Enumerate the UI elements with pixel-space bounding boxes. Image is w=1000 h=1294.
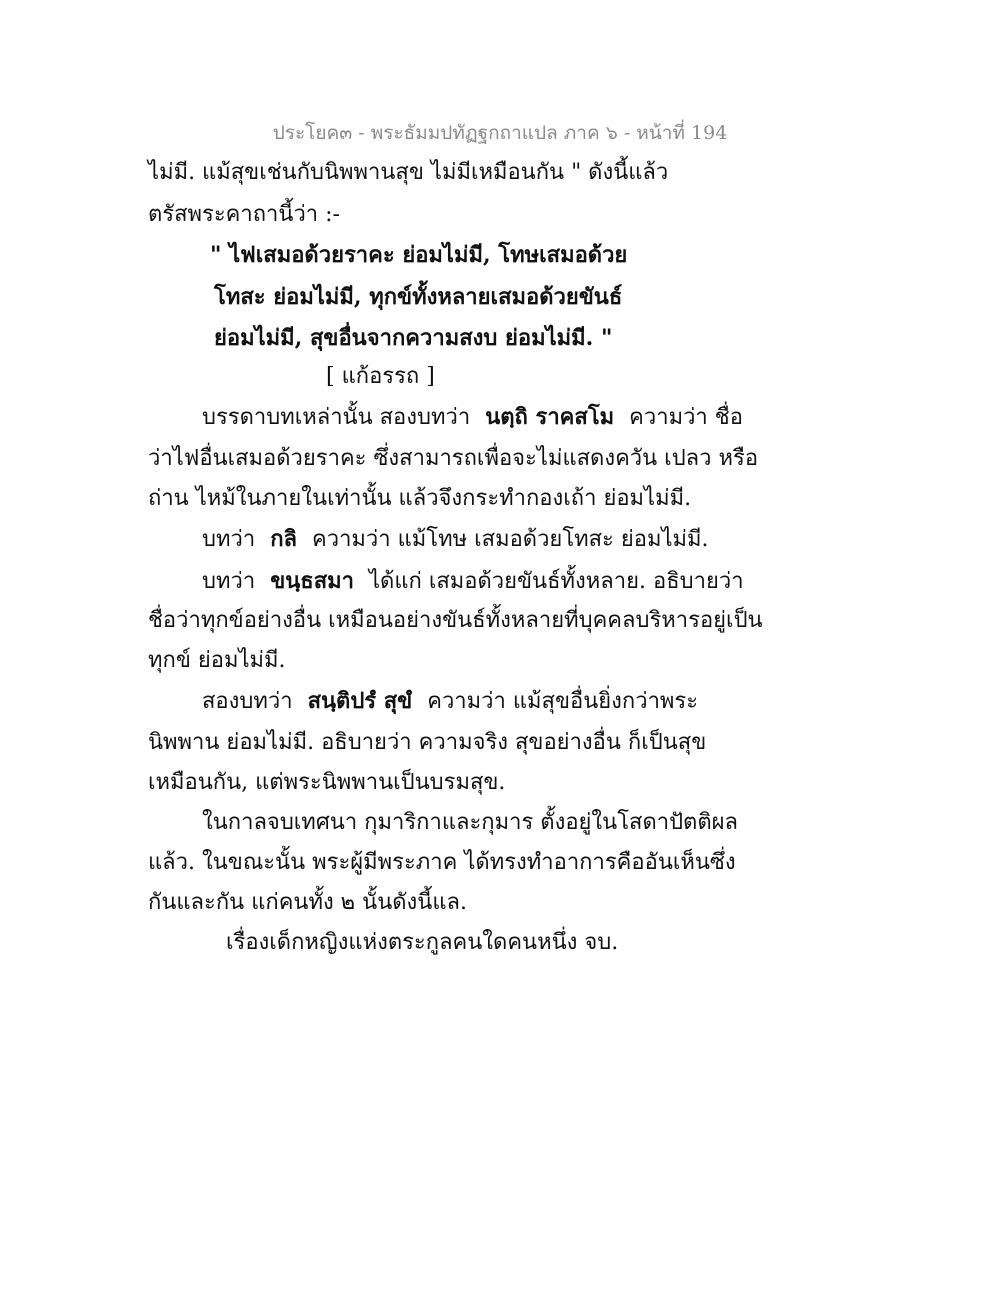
body-line: ตรัสพระคาถานี้ว่า :-	[148, 202, 340, 227]
section-heading: [ แก้อรรถ ]	[326, 364, 435, 389]
paragraph-line	[202, 686, 698, 716]
paragraph-text: ความว่า แม้โทษ เสมอด้วยโทสะ ย่อมไม่มี.	[312, 527, 709, 552]
paragraph-text: บทว่า	[202, 569, 256, 594]
paragraph-line: ชื่อว่าทุกข์อย่างอื่น เหมือนอย่างขันธ์ทั้งหลายที่บุคคลบริหารอยู่เป็น	[148, 608, 763, 633]
paragraph-line: แล้ว. ในขณะนั้น พระผู้มีพระภาค ได้ทรงทำอาการคืออันเห็นซึ่ง	[148, 850, 736, 875]
paragraph-line	[202, 402, 743, 432]
paragraph-text: บทว่า	[202, 527, 256, 552]
pali-term: สนฺติปรํ สุขํ	[307, 688, 413, 714]
running-header	[0, 118, 1000, 148]
paragraph-line: นิพพาน ย่อมไม่มี. อธิบายว่า ความจริง สุขอย่างอื่น ก็เป็นสุข	[148, 730, 707, 755]
running-header-text: ประโยค๓ - พระธัมมปทัฏฐกถาแปล ภาค ๖ - หน้าที่ 194	[272, 122, 728, 144]
paragraph-text: สองบทว่า	[202, 689, 293, 714]
paragraph-line: ว่าไฟอื่นเสมอด้วยราคะ ซึ่งสามารถเพื่อจะไม่แสดงควัน เปลว หรือ	[148, 446, 759, 471]
pali-term: นตฺถิ ราคสโม	[485, 404, 615, 430]
pali-term: ขนฺธสมา	[270, 568, 354, 594]
paragraph-line	[202, 566, 744, 596]
paragraph-line	[202, 524, 709, 554]
verse-line: โทสะ ย่อมไม่มี, ทุกข์ทั้งหลายเสมอด้วยขันธ์	[214, 284, 623, 310]
paragraph-line: ทุกข์ ย่อมไม่มี.	[148, 648, 286, 673]
paragraph-line: ในกาลจบเทศนา กุมาริกาและกุมาร ตั้งอยู่ในโสดาปัตติผล	[202, 810, 739, 835]
paragraph-text: ได้แก่ เสมอด้วยขันธ์ทั้งหลาย. อธิบายว่า	[368, 569, 744, 594]
story-end-line: เรื่องเด็กหญิงแห่งตระกูลคนใดคนหนึ่ง จบ.	[226, 930, 619, 955]
paragraph-line: ถ่าน ไหม้ในภายในเท่านั้น แล้วจึงกระทำกองเถ้า ย่อมไม่มี.	[148, 486, 692, 511]
verse-line: ย่อมไม่มี, สุขอื่นจากความสงบ ย่อมไม่มี. "	[214, 325, 613, 351]
pali-term: กลิ	[270, 526, 297, 552]
paragraph-line: กันและกัน แก่คนทั้ง ๒ นั้นดังนี้แล.	[148, 890, 467, 915]
paragraph-text: ความว่า แม้สุขอื่นยิ่งกว่าพระ	[427, 689, 699, 714]
body-line: ไม่มี. แม้สุขเช่นกับนิพพานสุข ไม่มีเหมือนกัน " ดังนี้แล้ว	[148, 160, 669, 185]
paragraph-line: เหมือนกัน, แต่พระนิพพานเป็นบรมสุข.	[148, 770, 506, 795]
verse-line: " ไฟเสมอด้วยราคะ ย่อมไม่มี, โทษเสมอด้วย	[210, 242, 628, 268]
paragraph-text: ความว่า ชื่อ	[629, 405, 743, 430]
paragraph-text: บรรดาบทเหล่านั้น สองบทว่า	[202, 405, 471, 430]
